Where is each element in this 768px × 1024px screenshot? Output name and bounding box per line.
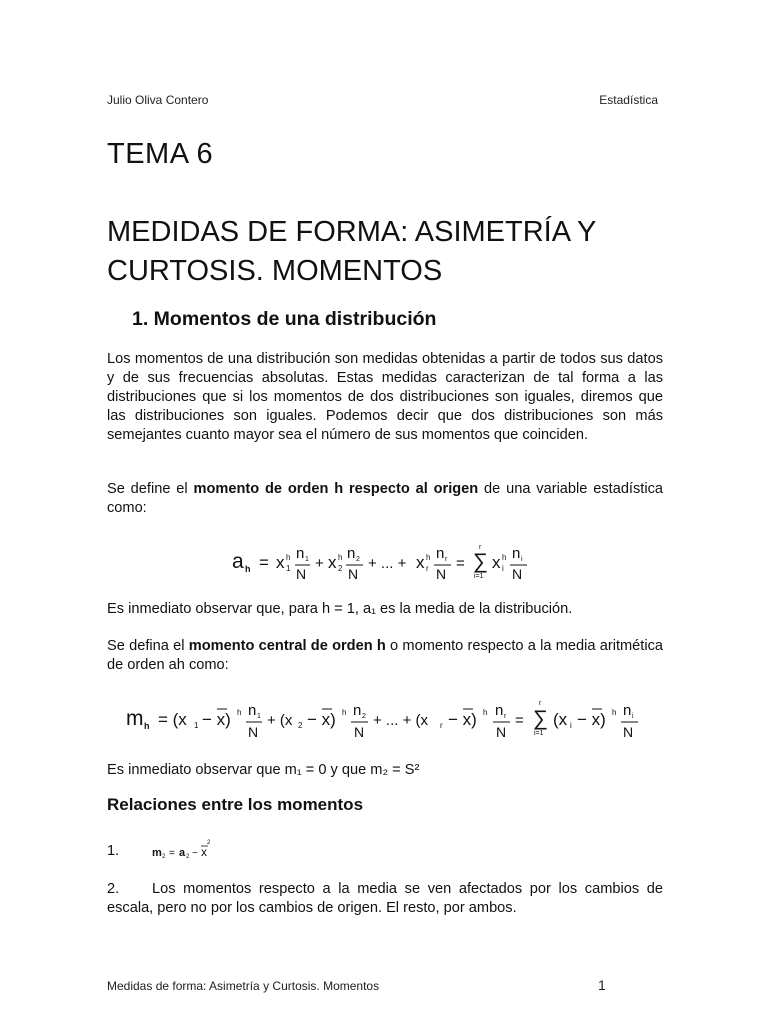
page-title: MEDIDAS DE FORMA: ASIMETRÍA Y CURTOSIS. MOMENTOS — [107, 216, 596, 287]
svg-text:h: h — [483, 708, 488, 717]
subheading-relations: Relaciones entre los momentos — [107, 795, 364, 814]
svg-text:1: 1 — [257, 713, 261, 720]
svg-text:2: 2 — [162, 854, 166, 860]
list-item-number: 1. — [107, 843, 120, 859]
svg-text:(x: (x — [553, 710, 568, 729]
list-item-text: Los momentos respecto a la media se ven afectados por los cambios de escala, pero no por los cambios de origen. El resto, por ambos. — [107, 881, 663, 916]
svg-text:i: i — [502, 564, 504, 573]
svg-text:− x): − x) — [202, 710, 231, 729]
svg-text:r: r — [539, 700, 542, 707]
svg-text:1: 1 — [286, 564, 291, 573]
paragraph-definition-central — [107, 637, 663, 675]
svg-text:2: 2 — [298, 721, 303, 730]
list-item-2 — [107, 880, 663, 918]
svg-text:r: r — [440, 721, 443, 730]
paragraph-observation-a1: Es inmediato observar que, para h = 1, a₁ es la media de la distribución. — [107, 601, 573, 617]
bold-term: momento de orden h respecto al origen — [193, 481, 479, 497]
svg-text:N: N — [354, 724, 365, 740]
svg-text:x: x — [416, 553, 425, 572]
text-span: Se defina el — [107, 638, 189, 654]
svg-text:− x): − x) — [307, 710, 336, 729]
svg-text:h: h — [426, 553, 431, 562]
formula-moment-origin — [230, 538, 540, 591]
svg-text:= (x: = (x — [158, 710, 187, 729]
svg-text:r: r — [479, 544, 482, 551]
svg-text:+ ... + (x: + ... + (x — [373, 712, 429, 729]
svg-text:+: + — [315, 555, 324, 572]
svg-text:h: h — [338, 553, 343, 562]
svg-text:N: N — [296, 566, 307, 582]
svg-text:x: x — [328, 553, 337, 572]
svg-text:=: = — [169, 848, 175, 859]
paragraph-definition-origin — [107, 480, 663, 518]
svg-text:N: N — [496, 724, 507, 740]
svg-text:r: r — [445, 556, 448, 563]
svg-text:i: i — [632, 713, 634, 720]
svg-text:N: N — [348, 566, 359, 582]
svg-text:n: n — [436, 545, 445, 562]
footer-title: Medidas de forma: Asimetría y Curtosis. Momentos — [107, 979, 380, 993]
svg-text:h: h — [144, 721, 150, 731]
svg-text:=: = — [259, 553, 269, 572]
svg-text:n: n — [623, 702, 632, 719]
svg-text:2: 2 — [356, 556, 360, 563]
svg-text:h: h — [286, 553, 291, 562]
svg-text:m: m — [126, 707, 144, 730]
header-subject: Estadística — [599, 93, 658, 107]
svg-text:+ (x: + (x — [267, 712, 293, 729]
svg-text:2: 2 — [186, 854, 190, 860]
bold-term: momento central de orden h — [188, 638, 386, 654]
svg-text:2: 2 — [362, 713, 366, 720]
svg-text:∑: ∑ — [473, 550, 488, 573]
text-span: de una variable estadística como: — [107, 481, 663, 516]
chapter-number: TEMA 6 — [107, 138, 214, 170]
section-heading: 1. Momentos de una distribución — [132, 308, 437, 330]
svg-text:a: a — [179, 847, 186, 859]
svg-text:r: r — [504, 713, 507, 720]
svg-text:+ ... +: + ... + — [368, 555, 407, 572]
svg-text:=: = — [515, 712, 524, 729]
svg-text:i: i — [570, 721, 572, 730]
svg-text:n: n — [495, 702, 504, 719]
svg-text:x: x — [492, 553, 501, 572]
header-author: Julio Oliva Contero — [107, 93, 209, 107]
svg-text:x: x — [201, 845, 207, 859]
svg-text:n: n — [353, 702, 362, 719]
page-number: 1 — [598, 977, 606, 993]
svg-text:1: 1 — [194, 721, 199, 730]
svg-text:x: x — [276, 553, 285, 572]
svg-text:h: h — [245, 564, 251, 574]
svg-text:a: a — [232, 550, 244, 573]
svg-text:m: m — [152, 847, 162, 859]
svg-text:1: 1 — [305, 556, 309, 563]
svg-text:r: r — [426, 564, 429, 573]
formula-m2-relation — [152, 836, 232, 869]
svg-text:n: n — [248, 702, 257, 719]
formula-central-moment — [124, 693, 654, 750]
svg-text:N: N — [623, 724, 634, 740]
svg-text:i: i — [521, 556, 523, 563]
paragraph-observation-m: Es inmediato observar que m₁ = 0 y que m₂ = S² — [107, 762, 420, 778]
svg-text:i=1: i=1 — [474, 573, 484, 580]
list-item-number: 2. — [107, 881, 120, 897]
text-span: Se define el — [107, 481, 194, 497]
svg-text:2: 2 — [338, 564, 343, 573]
svg-text:∑: ∑ — [533, 707, 548, 730]
svg-text:i=1: i=1 — [534, 730, 544, 737]
svg-text:N: N — [436, 566, 447, 582]
svg-text:n: n — [347, 545, 356, 562]
svg-text:=: = — [456, 555, 465, 572]
svg-text:−: − — [192, 848, 198, 859]
text-span: o momento respecto a la media aritmética de orden ah como: — [107, 638, 663, 673]
svg-text:n: n — [296, 545, 305, 562]
svg-text:− x): − x) — [448, 710, 477, 729]
svg-text:h: h — [342, 708, 347, 717]
svg-text:h: h — [502, 553, 507, 562]
svg-text:N: N — [512, 566, 523, 582]
svg-text:2: 2 — [207, 840, 211, 846]
svg-text:N: N — [248, 724, 259, 740]
paragraph-intro: Los momentos de una distribución son medidas obtenidas a partir de todos sus datos y de sus frecuencias absolutas. Estas medidas caracterizan de tal forma a las distribuciones que si los momentos de dos distribuciones son iguales, diremos que las distribuciones son iguales. Podemos decir que dos distribuciones son más semejantes cuanto mayor sea el número de sus momentos que coinciden. — [107, 351, 663, 443]
svg-text:h: h — [237, 708, 242, 717]
svg-text:− x): − x) — [577, 710, 606, 729]
svg-text:n: n — [512, 545, 521, 562]
svg-text:h: h — [612, 708, 617, 717]
